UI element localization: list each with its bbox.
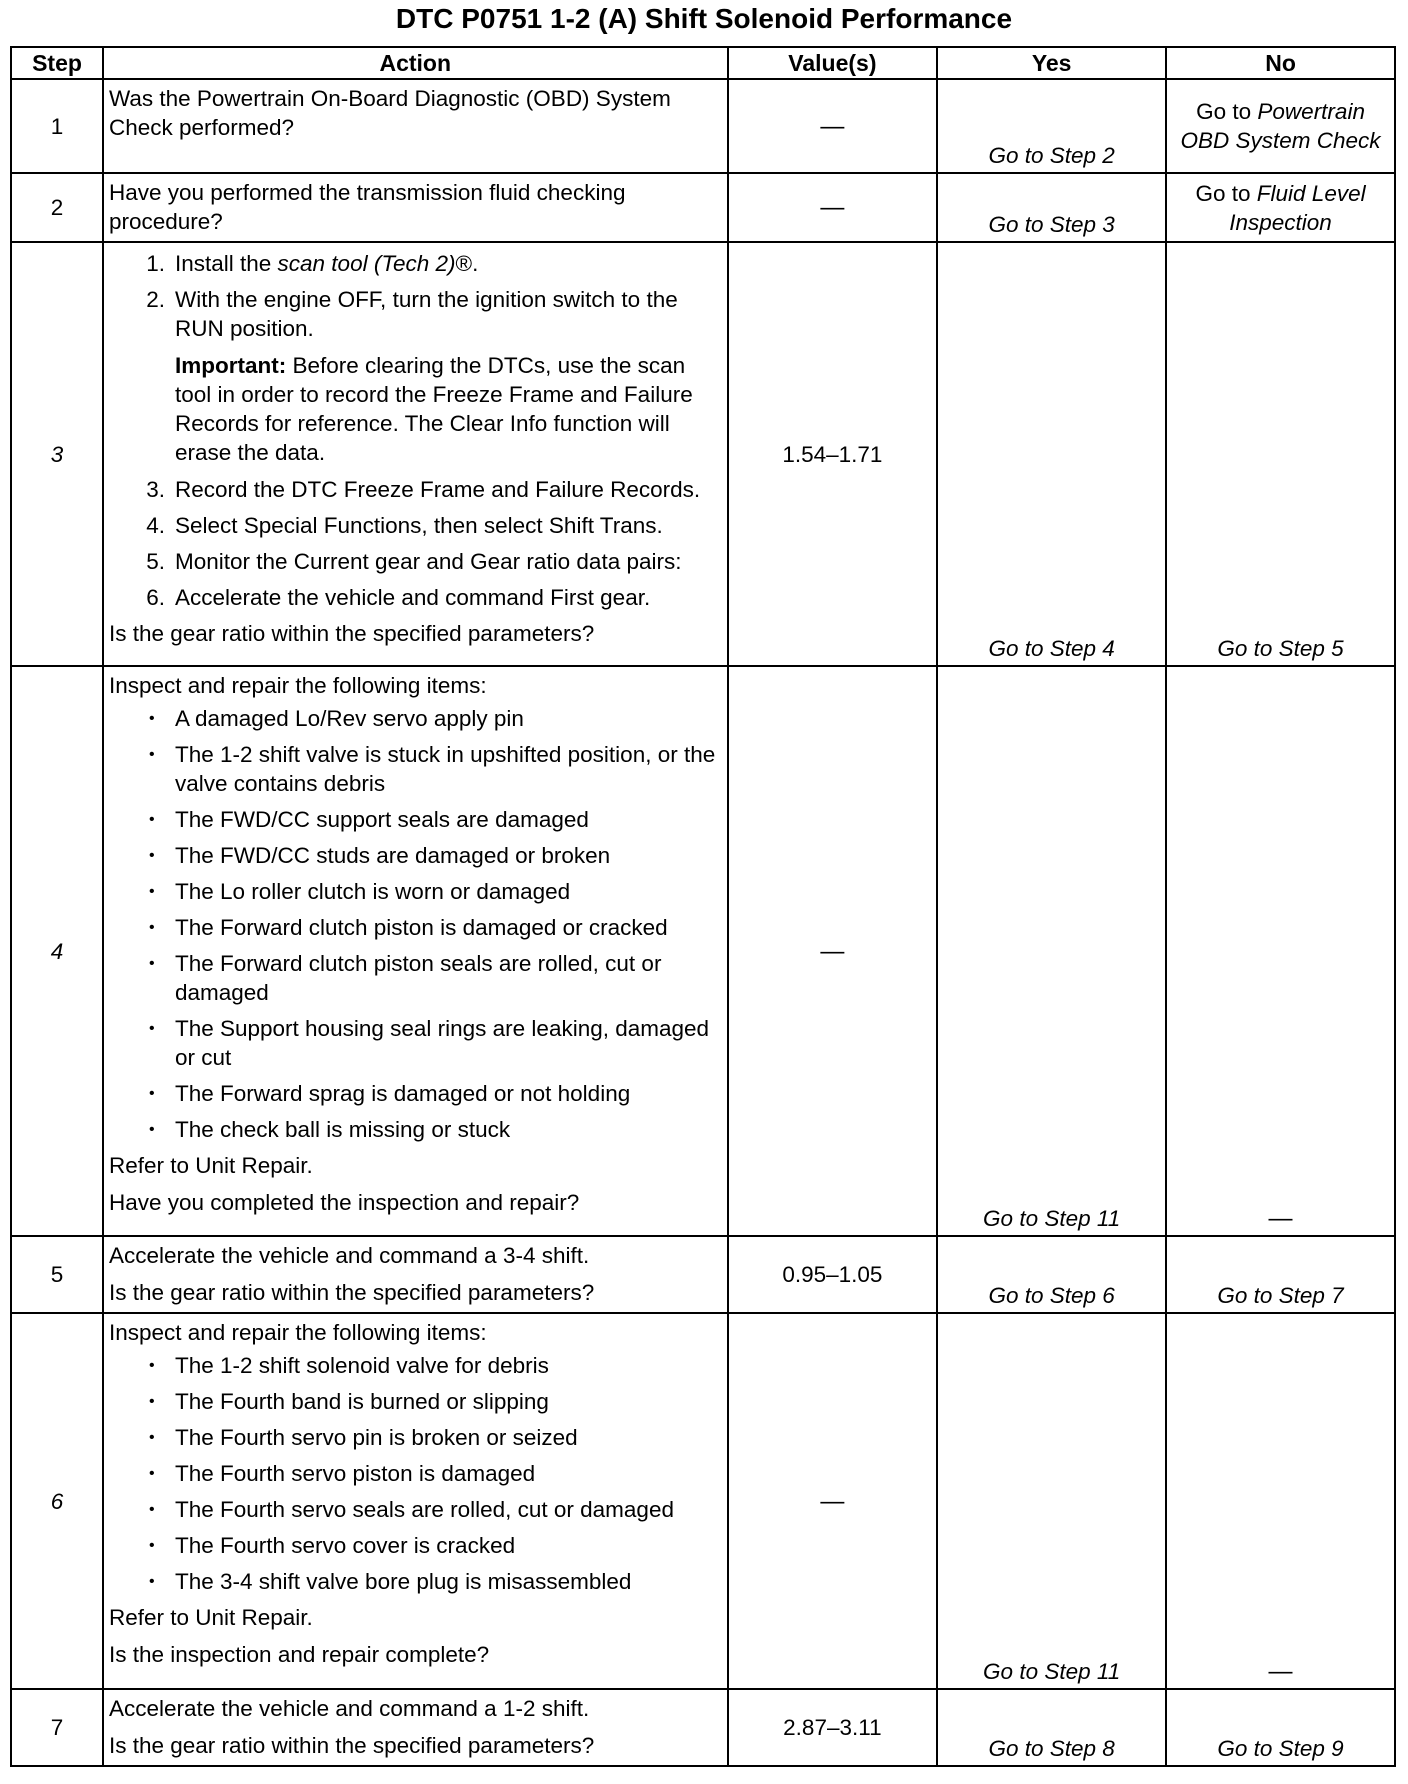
no-link[interactable]: Fluid Level Inspection <box>1229 180 1366 235</box>
list-item: • A damaged Lo/Rev servo apply pin <box>109 704 722 733</box>
yes-cell <box>937 1689 1166 1766</box>
value-cell <box>728 79 938 173</box>
no-link[interactable]: Go to Step 7 <box>1217 1283 1344 1308</box>
no-cell <box>1166 1236 1395 1313</box>
list-item: • The FWD/CC support seals are damaged <box>109 805 722 834</box>
header-action: Action <box>103 47 728 79</box>
header-yes: Yes <box>937 47 1166 79</box>
step-number: 3 <box>11 242 103 666</box>
table-row <box>11 1689 1395 1766</box>
action-question: Is the gear ratio within the specified parameters? <box>108 1280 595 1305</box>
no-link[interactable]: Go to Step 5 <box>1217 636 1344 661</box>
header-row <box>11 47 1395 79</box>
action-cell <box>103 1689 728 1766</box>
action-question: Have you performed the transmission fluid checking procedure? <box>108 180 626 234</box>
yes-cell <box>937 1313 1166 1689</box>
no-cell <box>1166 1689 1395 1766</box>
step-number: 1 <box>11 79 103 173</box>
numbered-list <box>109 249 722 343</box>
no-link[interactable]: Go to Step 9 <box>1217 1736 1344 1761</box>
important-label: Important: <box>174 353 287 378</box>
value-cell <box>728 173 938 242</box>
refer-text: Refer to Unit Repair. <box>108 1605 313 1630</box>
item-text: With the engine OFF, turn the ignition switch to the RUN position. <box>174 287 678 341</box>
list-item: • The Fourth servo piston is damaged <box>109 1459 722 1488</box>
action-text: Accelerate the vehicle and command a 1-2 shift. <box>108 1696 590 1721</box>
action-cell <box>103 666 728 1236</box>
value-text: 2.87–3.11 <box>783 1715 882 1740</box>
numbered-list <box>109 475 722 612</box>
no-text: — <box>1268 1205 1293 1232</box>
item-text: Monitor the Current gear and Gear ratio data pairs: <box>174 549 682 574</box>
list-item: • The Forward sprag is damaged or not holding <box>109 1079 722 1108</box>
list-item: • The Forward clutch piston is damaged or cracked <box>109 913 722 942</box>
yes-link[interactable]: Go to Step 3 <box>988 212 1115 237</box>
value-cell <box>728 1236 938 1313</box>
table-row <box>11 1313 1395 1689</box>
action-text: Accelerate the vehicle and command a 3-4 shift. <box>108 1243 590 1268</box>
list-item: • The Fourth servo seals are rolled, cut or damaged <box>109 1495 722 1524</box>
yes-link[interactable]: Go to Step 8 <box>988 1736 1115 1761</box>
no-link[interactable]: Powertrain OBD System Check <box>1180 99 1381 153</box>
no-prefix: Go to <box>1196 99 1258 124</box>
action-question: Is the gear ratio within the specified parameters? <box>108 1733 595 1758</box>
item-number: 2. <box>146 287 165 312</box>
list-item: • The 1-2 shift solenoid valve for debris <box>109 1351 722 1380</box>
item-number: 5. <box>146 549 165 574</box>
item-text: Select Special Functions, then select Shift Trans. <box>174 513 663 538</box>
yes-cell <box>937 1236 1166 1313</box>
important-note <box>109 351 722 467</box>
page-title: DTC P0751 1-2 (A) Shift Solenoid Performance <box>395 3 1013 34</box>
step-number: 5 <box>11 1236 103 1313</box>
value-text: — <box>820 1487 845 1515</box>
yes-link[interactable]: Go to Step 6 <box>988 1283 1115 1308</box>
action-question: Is the inspection and repair complete? <box>108 1642 490 1667</box>
item-number: 1. <box>146 251 165 276</box>
list-item <box>109 475 722 504</box>
no-cell <box>1166 173 1395 242</box>
action-cell <box>103 242 728 666</box>
list-item <box>109 511 722 540</box>
important-text: Before clearing the DTCs, use the scan tool in order to record the Freeze Frame and Failure Records for reference. The Clear Info function will erase the data. <box>174 353 693 465</box>
yes-cell <box>937 79 1166 173</box>
step-number: 6 <box>11 1313 103 1689</box>
yes-link[interactable]: Go to Step 4 <box>988 636 1115 661</box>
item-text: ®. <box>455 251 479 276</box>
yes-link[interactable]: Go to Step 11 <box>983 1206 1121 1231</box>
yes-cell <box>937 242 1166 666</box>
header-step: Step <box>11 47 103 79</box>
no-prefix: Go to <box>1195 180 1257 206</box>
list-item: • The FWD/CC studs are damaged or broken <box>109 841 722 870</box>
item-number: 4. <box>146 513 165 538</box>
value-cell <box>728 666 938 1236</box>
value-text: — <box>820 937 845 965</box>
action-cell <box>103 79 728 173</box>
table-row <box>11 666 1395 1236</box>
value-text: 1.54–1.71 <box>782 441 883 467</box>
list-item: • The 3-4 shift valve bore plug is misassembled <box>109 1567 722 1596</box>
scan-tool-link[interactable]: scan tool (Tech 2) <box>277 251 456 276</box>
value-cell <box>728 1313 938 1689</box>
item-text: Record the DTC Freeze Frame and Failure Records. <box>174 477 701 502</box>
action-cell <box>103 1313 728 1689</box>
bullet-list <box>109 704 722 1144</box>
action-cell <box>103 173 728 242</box>
value-text: — <box>820 112 845 140</box>
list-item: • The 1-2 shift valve is stuck in upshifted position, or the valve contains debris <box>109 740 722 798</box>
list-item: • The Fourth servo pin is broken or seized <box>109 1423 722 1452</box>
no-cell <box>1166 79 1395 173</box>
list-item <box>109 583 722 612</box>
no-cell <box>1166 666 1395 1236</box>
table-row <box>11 173 1395 242</box>
action-intro: Inspect and repair the following items: <box>108 673 487 698</box>
item-number: 3. <box>146 477 165 502</box>
item-text: Accelerate the vehicle and command First gear. <box>174 585 651 610</box>
list-item <box>109 249 722 278</box>
step-number: 4 <box>11 666 103 1236</box>
table-row <box>11 1236 1395 1313</box>
header-values: Value(s) <box>728 47 938 79</box>
diagnostic-table <box>10 46 1396 1767</box>
table-row <box>11 242 1395 666</box>
header-no: No <box>1166 47 1395 79</box>
bullet-list <box>109 1351 722 1596</box>
no-text: — <box>1268 1658 1293 1685</box>
refer-text: Refer to Unit Repair. <box>108 1153 313 1178</box>
table-row <box>11 79 1395 173</box>
list-item <box>109 547 722 576</box>
list-item <box>109 285 722 343</box>
value-text: 0.95–1.05 <box>782 1262 883 1287</box>
list-item: • The check ball is missing or stuck <box>109 1115 722 1144</box>
no-cell <box>1166 242 1395 666</box>
action-question: Is the gear ratio within the specified parameters? <box>108 621 595 646</box>
list-item: • The Lo roller clutch is worn or damaged <box>109 877 722 906</box>
list-item: • The Forward clutch piston seals are rolled, cut or damaged <box>109 949 722 1007</box>
yes-cell <box>937 173 1166 242</box>
list-item: • The Fourth servo cover is cracked <box>109 1531 722 1560</box>
no-cell <box>1166 1313 1395 1689</box>
yes-link[interactable]: Go to Step 2 <box>988 143 1115 168</box>
action-question: Was the Powertrain On-Board Diagnostic (OBD) System Check performed? <box>108 86 671 140</box>
item-text: Install the <box>174 251 278 276</box>
action-intro: Inspect and repair the following items: <box>108 1320 487 1345</box>
action-question: Have you completed the inspection and repair? <box>108 1190 580 1215</box>
value-cell <box>728 1689 938 1766</box>
action-cell <box>103 1236 728 1313</box>
value-cell <box>728 242 938 666</box>
yes-link[interactable]: Go to Step 11 <box>983 1659 1121 1684</box>
list-item: • The Fourth band is burned or slipping <box>109 1387 722 1416</box>
item-number: 6. <box>146 585 165 610</box>
step-number: 7 <box>11 1689 103 1766</box>
step-number: 2 <box>11 173 103 242</box>
list-item: • The Support housing seal rings are leaking, damaged or cut <box>109 1014 722 1072</box>
value-text: — <box>820 194 845 221</box>
yes-cell <box>937 666 1166 1236</box>
